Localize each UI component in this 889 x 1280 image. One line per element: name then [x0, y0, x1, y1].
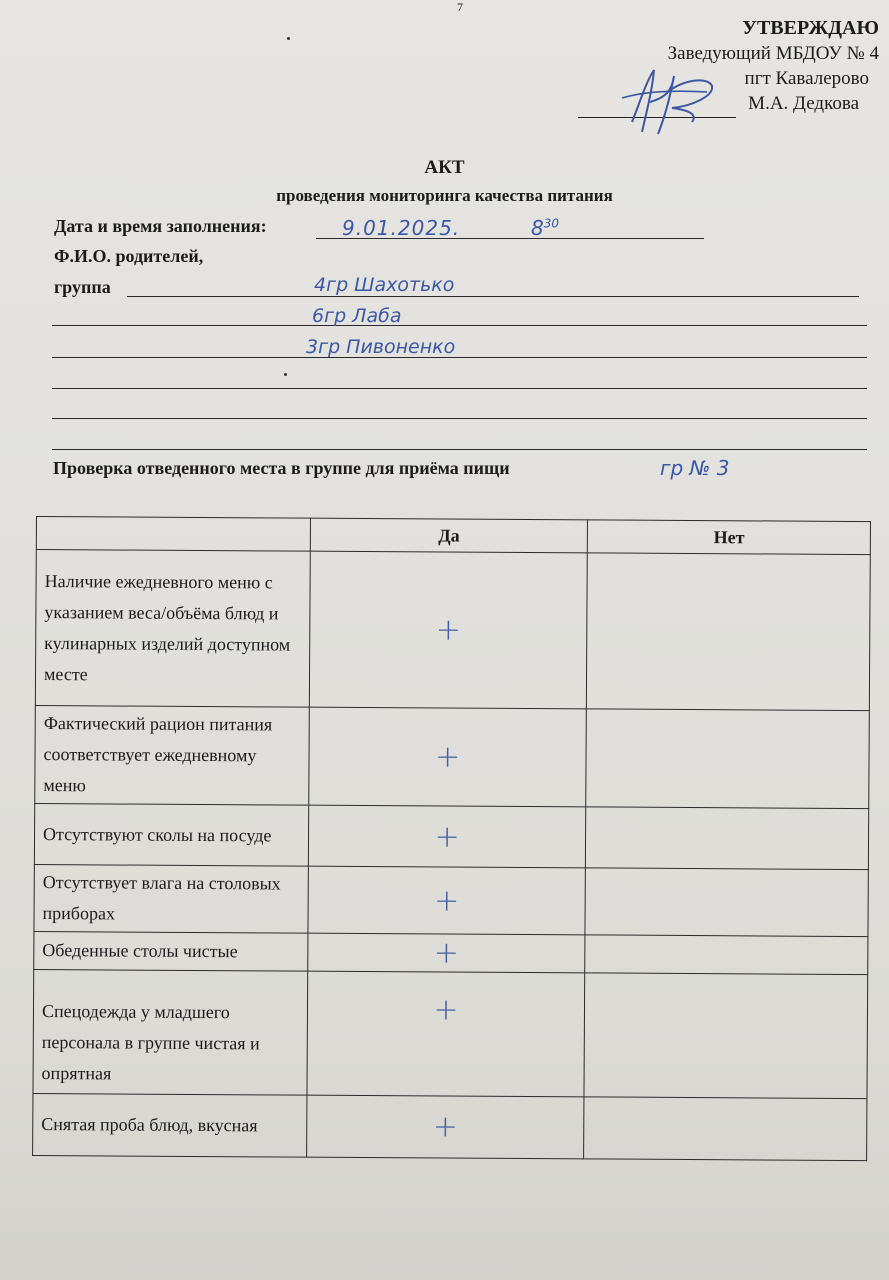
- blank-line: [52, 449, 867, 450]
- criterion-cell: Фактический рацион питания соответствует ежедневному меню: [35, 705, 309, 805]
- parent-name-3: 3гр Пивоненко: [306, 336, 456, 358]
- check-group: гр № 3: [660, 456, 730, 480]
- blank-line: [52, 388, 867, 389]
- no-cell: [587, 553, 871, 711]
- check-heading: Проверка отведенного места в группе для приёма пищи: [53, 458, 510, 478]
- signature-icon: [612, 62, 722, 144]
- no-cell: [586, 807, 869, 870]
- document-subtitle: проведения мониторинга качества питания: [276, 186, 613, 205]
- blank-line: [52, 325, 867, 326]
- yes-cell: +: [307, 933, 585, 973]
- parent-name-2: 6гр Лаба: [312, 305, 402, 327]
- column-header-no: Нет: [588, 520, 871, 555]
- table-row: [35, 550, 870, 711]
- column-header-yes: Да: [310, 518, 588, 553]
- yes-cell: +: [309, 551, 588, 709]
- date-value: 9.01.2025.: [342, 216, 461, 240]
- table-header-row: [36, 517, 870, 555]
- table-row: [34, 864, 868, 936]
- table-row: [34, 803, 868, 869]
- yes-cell: +: [308, 866, 586, 935]
- yes-cell: +: [306, 1095, 584, 1159]
- parents-label: Ф.И.О. родителей,: [54, 246, 204, 266]
- blank-line: [52, 357, 867, 358]
- approval-name: М.А. Дедкова: [748, 93, 859, 114]
- criterion-cell: Обеденные столы чистые: [34, 931, 308, 971]
- no-cell: [584, 1097, 867, 1161]
- approval-position: Заведующий МБДОУ № 4: [667, 43, 879, 64]
- group-line: [127, 296, 859, 297]
- table-row: [34, 931, 868, 974]
- approval-place: пгт Кавалерово: [744, 68, 869, 89]
- table-row: [33, 1093, 867, 1160]
- no-cell: [585, 868, 868, 937]
- date-label: Дата и время заполнения:: [54, 216, 267, 236]
- table-row: [33, 969, 868, 1098]
- yes-cell: +: [309, 707, 587, 807]
- no-cell: [585, 935, 868, 975]
- table-row: [35, 705, 870, 808]
- criterion-cell: Наличие ежедневного меню с указанием веса/объёма блюд и кулинарных изделий доступном месте: [35, 550, 310, 708]
- criterion-cell: Отсутствуют сколы на посуде: [34, 803, 308, 866]
- no-cell: [586, 709, 869, 809]
- time-value: $8^{30}$: [531, 216, 560, 240]
- parent-name-1: 4гр Шахотько: [314, 274, 455, 296]
- blank-line: [52, 418, 867, 419]
- yes-cell: +: [307, 971, 585, 1097]
- criterion-cell: Спецодежда у младшего персонала в группе чистая и опрятная: [33, 969, 308, 1095]
- column-header: [36, 517, 310, 552]
- criterion-cell: Отсутствует влага на столовых приборах: [34, 864, 308, 933]
- yes-cell: +: [308, 805, 586, 868]
- checklist-table: [32, 516, 871, 1161]
- criterion-cell: Снятая проба блюд, вкусная: [33, 1093, 307, 1157]
- group-label: группа: [54, 277, 111, 297]
- approval-heading: УТВЕРЖДАЮ: [742, 17, 879, 39]
- page-number: 7: [457, 0, 463, 14]
- document-title: АКТ: [424, 157, 465, 178]
- no-cell: [584, 973, 867, 1099]
- speck: [287, 37, 290, 40]
- speck: [284, 373, 287, 376]
